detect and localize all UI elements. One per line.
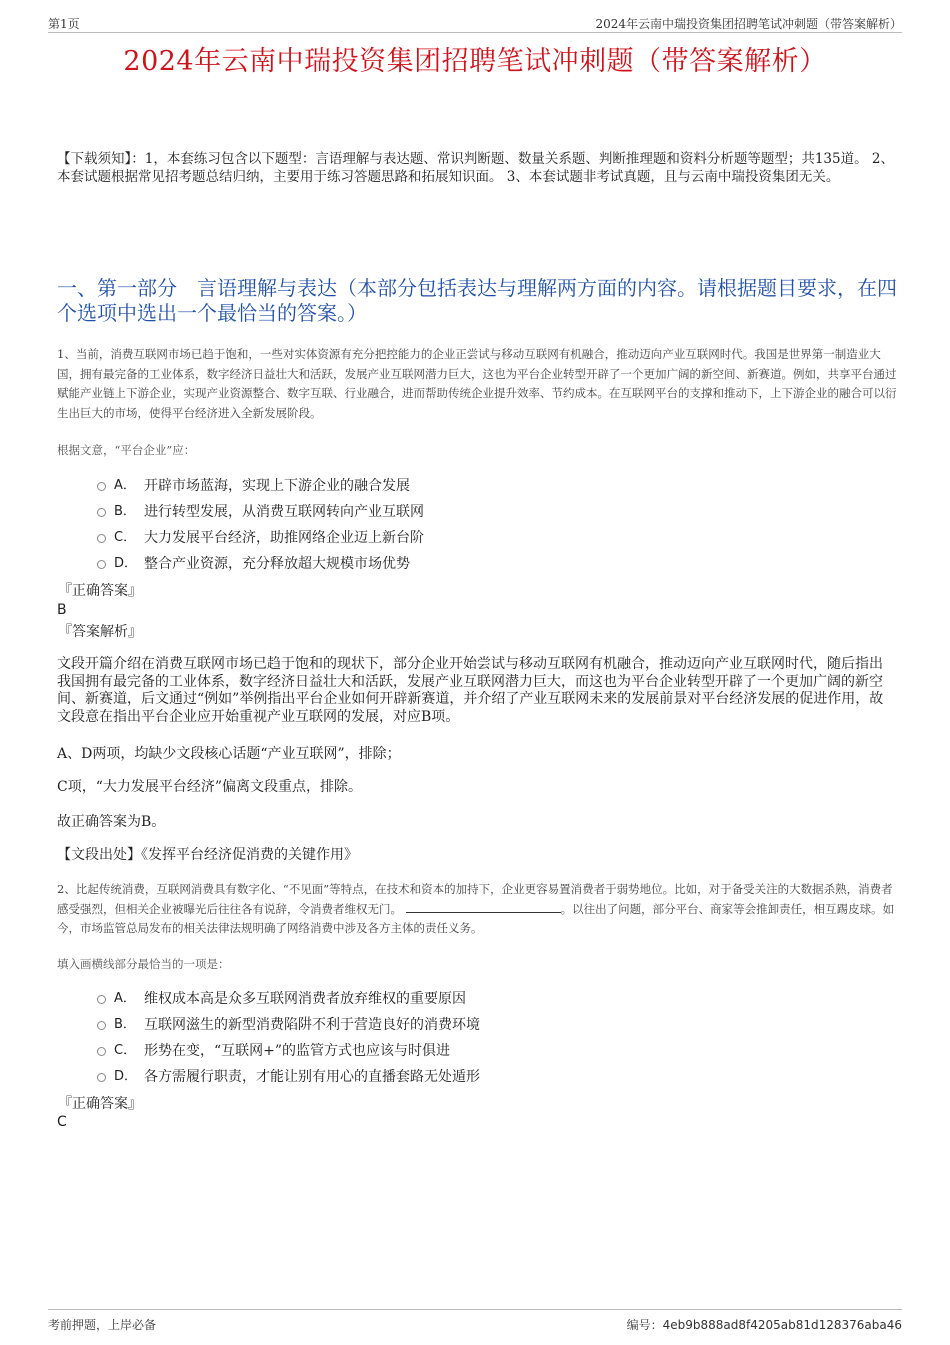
question-1-text: 1、当前，消费互联网市场已趋于饱和，一些对实体资源有充分把控能力的企业正尝试与移动互联网有机融合，推动迈向产业互联网时代。我国是世界第一制造业大国，拥有最完备的工业体系，数字经济日益壮大和活跃，发展产业互联网潜力巨大，这也为平台企业转型开辟了一个更加广阔的新空间、新赛道。例如，共享平台通过赋能产业链上下游企业，实现产业资源整合、数字互联、行业融合，进而帮助传统企业提升效率、节约成本。在互联网平台的支撑和推动下，上下游企业的融合可以衍生出巨大的市场，使得平台经济进入全新发展阶段。	[57, 347, 897, 420]
option-a[interactable]: A． 维权成本高是众多互联网消费者放弃维权的重要原因	[96, 989, 896, 1015]
radio-button[interactable]	[97, 995, 106, 1004]
question-2-options	[96, 989, 896, 1093]
analysis-conclusion: 故正确答案为B。	[57, 814, 166, 830]
option-c[interactable]: C． 大力发展平台经济，助推网络企业迈上新台阶	[96, 528, 896, 554]
radio-button[interactable]	[97, 1047, 106, 1056]
section-title: 一、第一部分 言语理解与表达（本部分包括表达与理解两方面的内容。请根据题目要求，在四个选项中选出一个最恰当的答案。）	[57, 276, 897, 325]
radio-button[interactable]	[97, 1073, 106, 1082]
analysis-label: 『答案解析』	[58, 624, 142, 640]
footer-slogan: 考前押题，上岸必备	[48, 1318, 157, 1332]
analysis-note-c: C项，“大力发展平台经济”偏离文段重点，排除。	[57, 779, 363, 795]
radio-button[interactable]	[97, 482, 106, 491]
page-footer	[48, 1309, 902, 1330]
option-c[interactable]: C． 形势在变，“互联网+”的监管方式也应该与时俱进	[96, 1041, 896, 1067]
radio-button[interactable]	[97, 508, 106, 517]
correct-answer-value: B	[57, 602, 67, 618]
correct-answer-value: C	[57, 1114, 67, 1130]
document-title: 2024年云南中瑞投资集团招聘笔试冲刺题（带答案解析）	[123, 46, 827, 77]
fill-blank	[406, 900, 561, 913]
correct-answer-label: 『正确答案』	[58, 583, 142, 599]
page-header	[48, 12, 902, 33]
option-d[interactable]: D． 各方需履行职责，才能让别有用心的直播套路无处遁形	[96, 1067, 896, 1093]
question-1-prompt: 根据文意，“平台企业”应：	[57, 443, 196, 457]
analysis-note-ad: A、D两项，均缺少文段核心话题“产业互联网”，排除；	[57, 746, 401, 762]
radio-button[interactable]	[97, 1021, 106, 1030]
radio-button[interactable]	[97, 534, 106, 543]
correct-answer-label: 『正确答案』	[58, 1096, 142, 1112]
document-code: 编号：4eb9b888ad8f4205ab81d128376aba46	[626, 1318, 902, 1332]
question-2-prompt: 填入画横线部分最恰当的一项是：	[57, 957, 230, 971]
question-1-options	[96, 476, 896, 580]
question-2-text: 2、比起传统消费，互联网消费具有数字化、“不见面”等特点，在技术和资本的加持下，企业更容易置消费者于弱势地位。比如，对于备受关注的大数据杀熟，消费者感受强烈，但相关企业被曝光后往往各有说辞，令消费者维权无门。 。以往出了问题，部分平台、商家等会推卸责任，相互踢皮球。如今，市场监管总局发布的相关法律法规明确了网络消费中涉及各方主体的责任义务。	[57, 882, 895, 935]
option-d[interactable]: D． 整合产业资源，充分释放超大规模市场优势	[96, 554, 896, 580]
text-source: 【文段出处】《发挥平台经济促消费的关键作用》	[57, 847, 358, 863]
radio-button[interactable]	[97, 560, 106, 569]
answer-analysis: 文段开篇介绍在消费互联网市场已趋于饱和的现状下，部分企业开始尝试与移动互联网有机融合，推动迈向产业互联网时代，随后指出我国拥有最完备的工业体系，数字经济日益壮大和活跃，发展产业互联网潜力巨大，而这也为平台企业转型开辟了一个更加广阔的新空间、新赛道，后文通过“例如”举例指出平台企业如何开辟新赛道，并介绍了产业互联网未来的发展前景对平台经济发展的促进作用，故文段意在指出平台企业应开始重视产业互联网的发展，对应B项。	[57, 656, 884, 725]
option-a[interactable]: A． 开辟市场蓝海，实现上下游企业的融合发展	[96, 476, 896, 502]
header-doc-title: 2024年云南中瑞投资集团招聘笔试冲刺题（带答案解析）	[595, 17, 902, 31]
page-number: 第1页	[48, 17, 80, 31]
download-notice: 【下载须知】：1，本套练习包含以下题型：言语理解与表达题、常识判断题、数量关系题、判断推理题和资料分析题等题型；共135道。 2、本套试题根据常见招考题总结归纳，主要用于练习答题思路和拓展知识面。 3、本套试题非考试真题，且与云南中瑞投资集团无关。	[57, 151, 894, 185]
option-b[interactable]: B． 互联网滋生的新型消费陷阱不利于营造良好的消费环境	[96, 1015, 896, 1041]
option-b[interactable]: B． 进行转型发展，从消费互联网转向产业互联网	[96, 502, 896, 528]
